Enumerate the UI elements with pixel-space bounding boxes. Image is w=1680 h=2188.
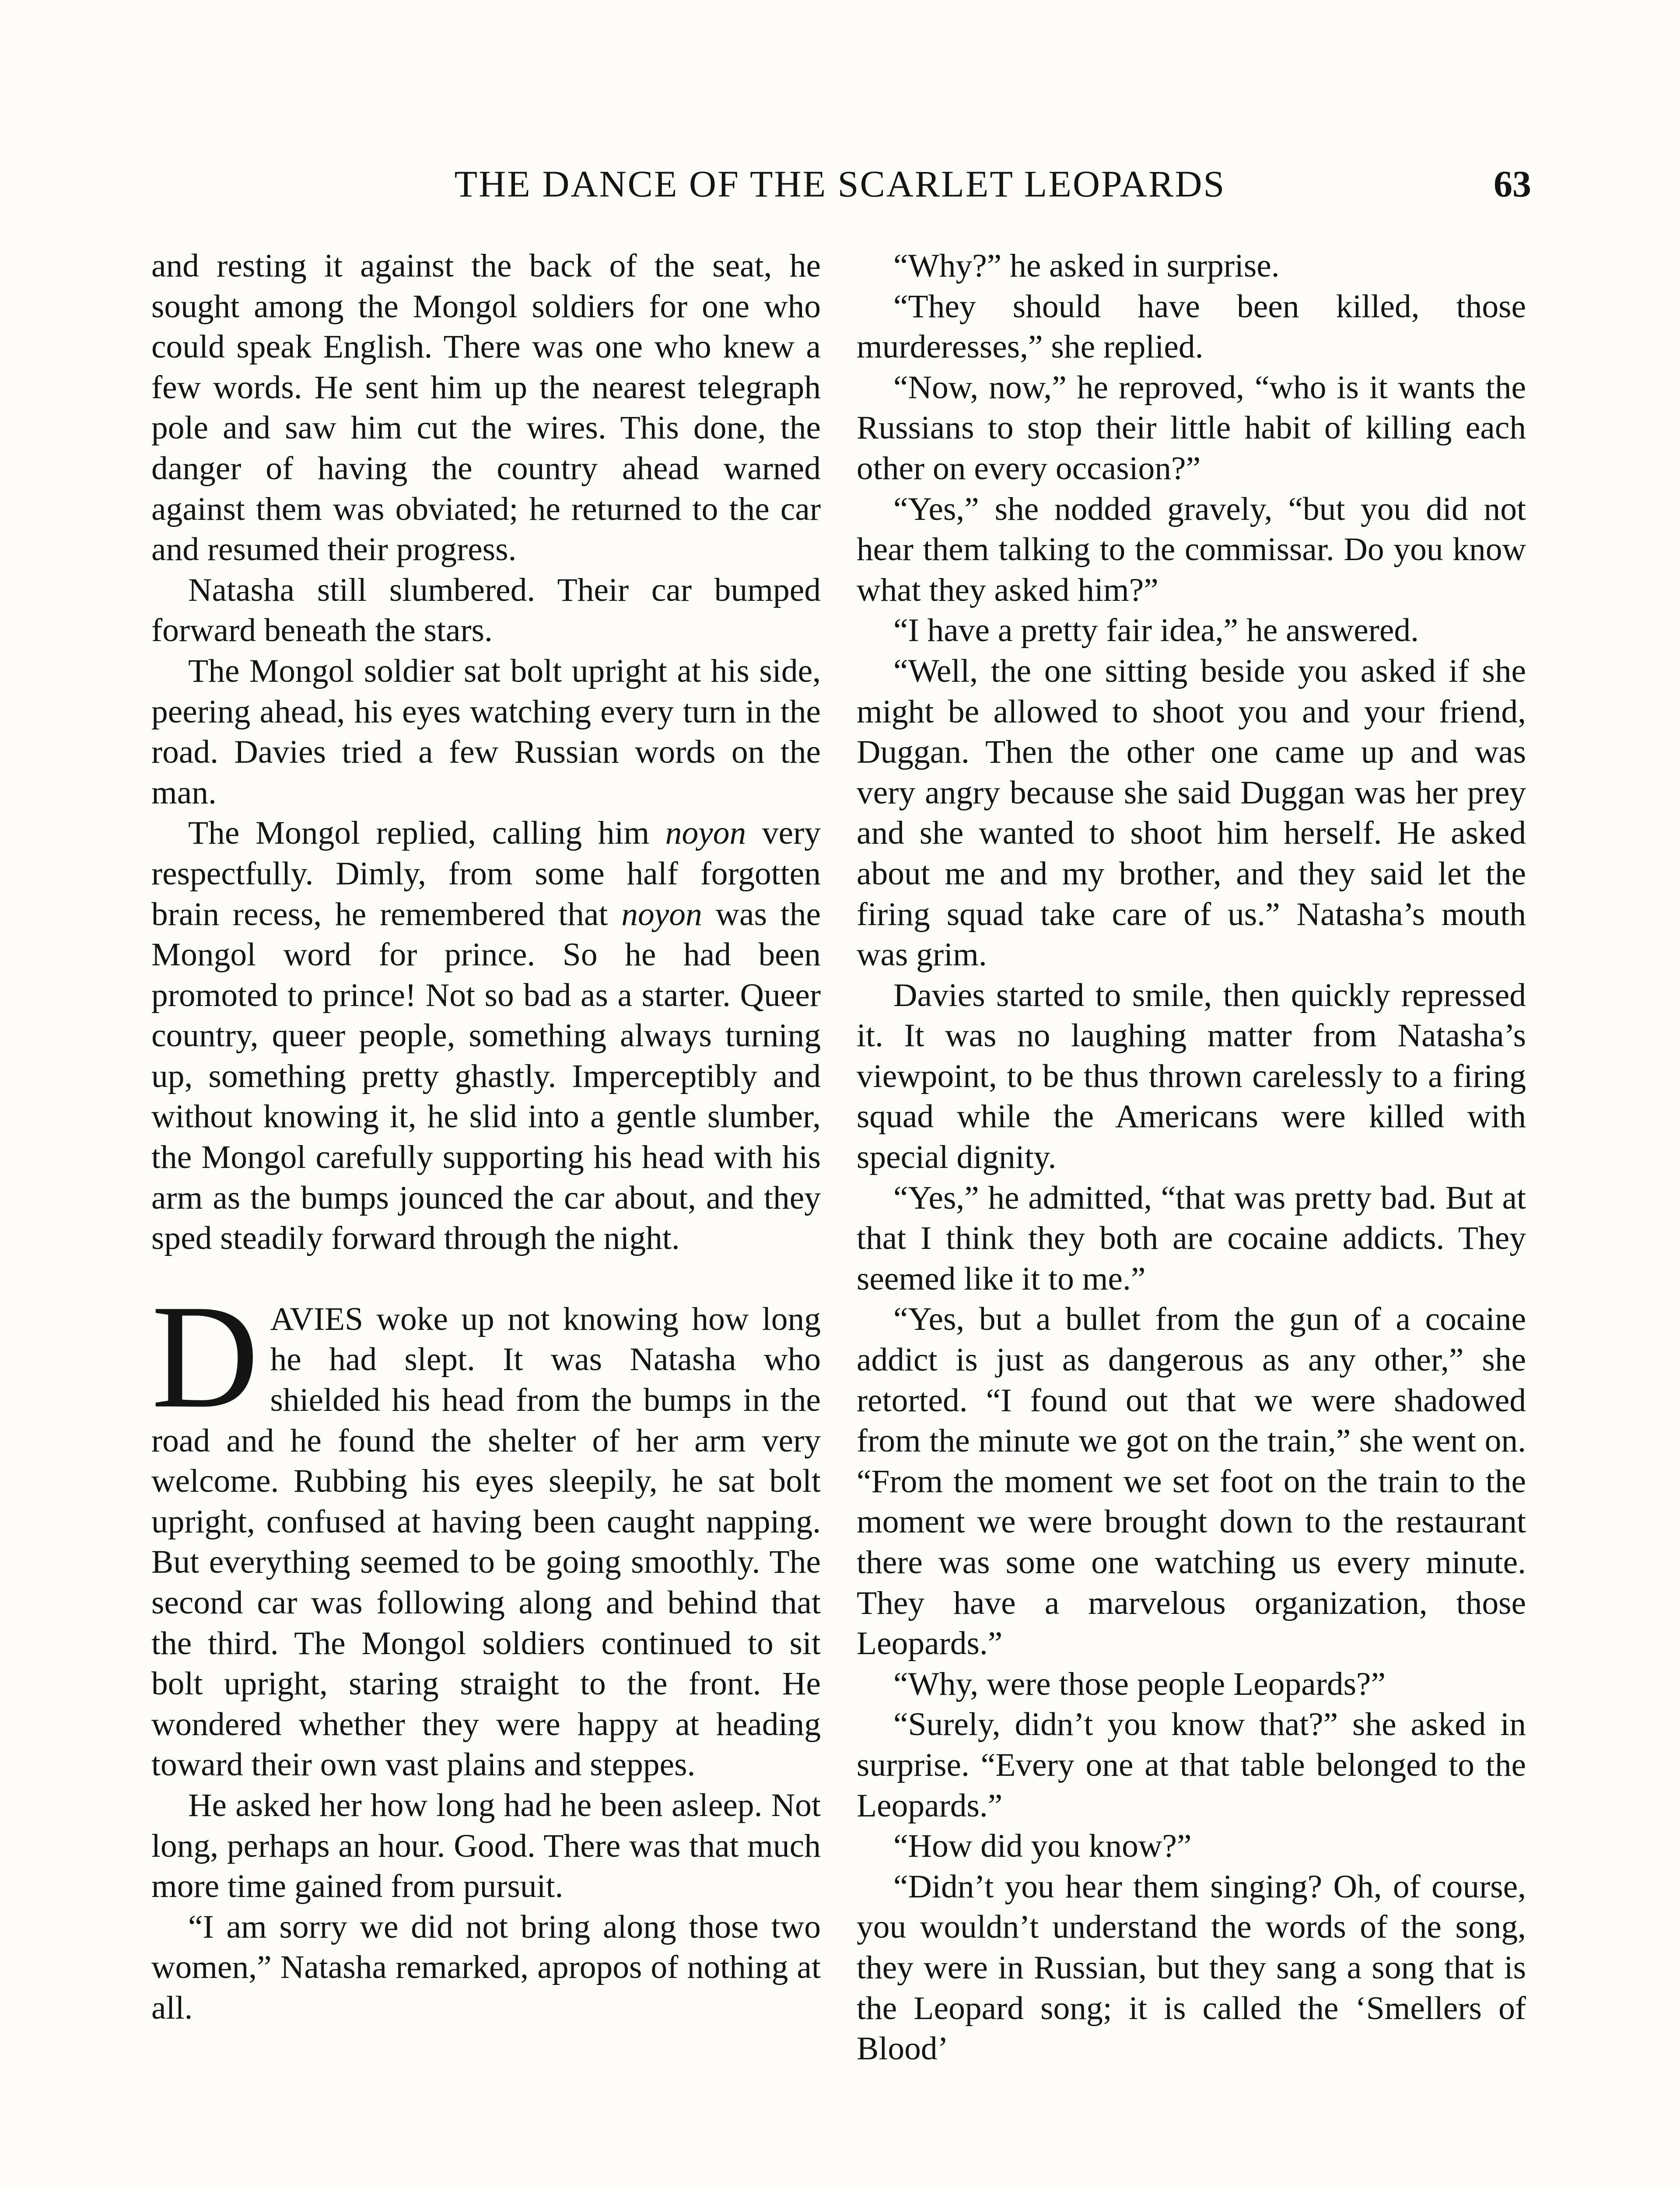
paragraph: “They should have been killed, those murderesses,” she replied. [857, 288, 1526, 365]
paragraph: He asked her how long had he been asleep. Not long, perhaps an hour. Good. There was that much more time gained from pursuit. [151, 1787, 821, 1905]
paragraph: “Yes, but a bullet from the gun of a cocaine addict is just as dangerous as any other,” she retorted. “I found out that we were shadowed from the minute we got on the train,” she went on. “From the moment we set foot on the train to the moment we were brought down to the restaurant there was some one watching us every minute. They have a marvelous organization, those Leopards.” [857, 1301, 1526, 1662]
paragraph: “Now, now,” he reproved, “who is it wants the Russians to stop their little habit of killing each other on every occasion?” [857, 369, 1526, 487]
paragraph: “Yes,” he admitted, “that was pretty bad. But at that I think they both are cocaine addicts. They seemed like it to me.” [857, 1179, 1526, 1297]
italic-word: noyon [665, 815, 746, 852]
paragraph: “I am sorry we did not bring along those two women,” Natasha remarked, apropos of nothing at all. [151, 1908, 821, 2026]
italic-word: noyon [621, 896, 702, 933]
text-run: was the Mongol word for prince. So he had been promoted to prince! Not so bad as a starter. Queer country, queer people, something always turning up, something pretty ghastly. Imperceptibly and without knowing it, he slid into a gentle slumber, the Mongol carefully supporting his head with his arm as the bumps jounced the car about, and they sped steadily forward through the night. [151, 896, 821, 1257]
text-run: very respectfully. Dimly, from some half forgotten brain recess, he remembered that [151, 815, 821, 933]
paragraph: “Yes,” she nodded gravely, “but you did not hear them talking to the commissar. Do you know what they asked him?” [857, 491, 1526, 608]
paragraph: “Surely, didn’t you know that?” she asked in surprise. “Every one at that table belonged to the Leopards.” [857, 1706, 1526, 1824]
paragraph: “Well, the one sitting beside you asked if she might be allowed to shoot you and your friend, Duggan. Then the other one came up and was very angry because she said Duggan was her prey and she wanted to shoot him herself. He asked about me and my brother, and they said let the firing squad take care of us.” Natasha’s mouth was grim. [857, 652, 1526, 973]
text-run: The Mongol replied, calling him [188, 815, 665, 852]
paragraph: “I have a pretty fair idea,” he answered. [893, 612, 1419, 649]
page-title: THE DANCE OF THE SCARLET LEOPARDS [454, 163, 1226, 205]
paragraph: “Why?” he asked in surprise. [893, 248, 1280, 284]
right-column [857, 246, 1526, 2069]
paragraph: “Why, were those people Leopards?” [893, 1666, 1386, 1702]
drop-cap: D [151, 1273, 259, 1439]
paragraph [151, 813, 821, 1259]
paragraph: “How did you know?” [893, 1828, 1192, 1865]
text-run: woke up not knowing how long he had slept. It was Natasha who shielded his head from the bumps in the road and he found the shelter of her arm very welcome. Rubbing his eyes sleepily, he sat bolt upright, confused at having been caught napping. But everything seemed to be going smoothly. The second car was following along and behind that the third. The Mongol soldiers continued to sit bolt upright, staring straight to the front. He wondered whether they were happy at heading toward their own vast plains and steppes. [151, 1301, 821, 1783]
small-caps-word: AVIES [270, 1301, 364, 1337]
section-opening-paragraph [151, 1273, 821, 1785]
paragraph: “Didn’t you hear them singing? Oh, of course, you wouldn’t understand the words of the song, they were in Russian, but they sang a song that is the Leopard song; it is called the ‘Smellers of Blood’ [857, 1868, 1526, 2067]
paragraph: Davies started to smile, then quickly repressed it. It was no laughing matter from Natasha’s viewpoint, to be thus thrown carelessly to a firing squad while the Americans were killed with special dignity. [857, 977, 1526, 1176]
paragraph: Natasha still slumbered. Their car bumped forward beneath the stars. [151, 572, 821, 649]
page-number: 63 [1494, 163, 1531, 205]
left-column [151, 246, 821, 2029]
paragraph: and resting it against the back of the seat, he sought among the Mongol soldiers for one who could speak English. There was one who knew a few words. He sent him up the nearest telegraph pole and saw him cut the wires. This done, the danger of having the country ahead warned against them was obviated; he returned to the car and resumed their progress. [151, 248, 821, 568]
running-head [149, 158, 1531, 210]
paragraph: The Mongol soldier sat bolt upright at his side, peering ahead, his eyes watching every turn in the road. Davies tried a few Russian words on the man. [151, 652, 821, 811]
